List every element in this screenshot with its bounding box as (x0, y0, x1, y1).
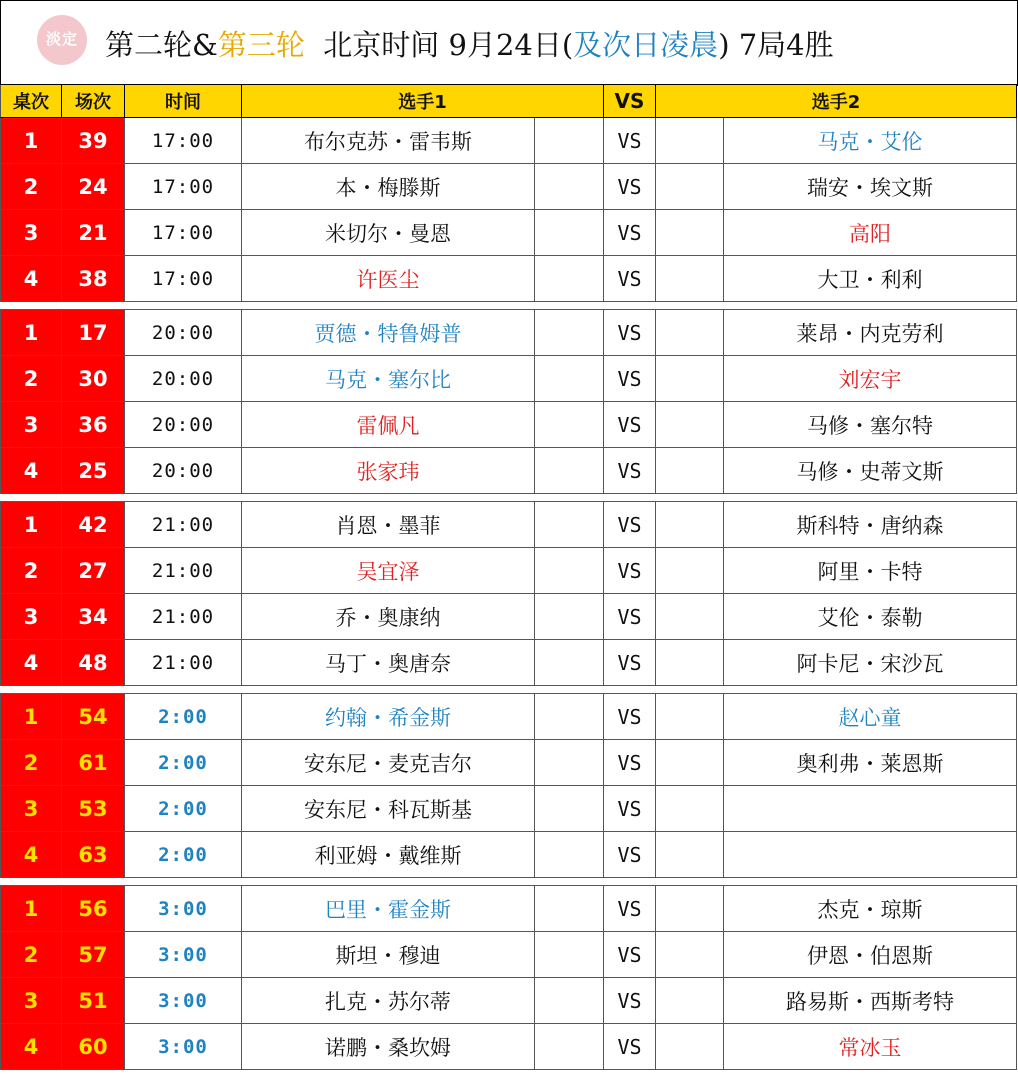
header-vs: VS (604, 85, 656, 118)
player1-cell: 张家玮 (242, 448, 535, 494)
match-cell: 36 (62, 402, 125, 448)
player2-cell: 路易斯・西斯考特 (724, 978, 1017, 1024)
session-separator (0, 494, 1017, 502)
desk-cell: 4 (0, 640, 62, 686)
time-cell: 2:00 (125, 694, 242, 740)
player1-extra-cell (535, 694, 604, 740)
player2-cell: 莱昂・内克劳利 (724, 310, 1017, 356)
session-separator (0, 878, 1017, 886)
header-time: 时间 (125, 85, 242, 118)
time-cell: 21:00 (125, 502, 242, 548)
vs-cell: VS (604, 786, 656, 832)
player2-extra-cell (656, 832, 724, 878)
player1-cell: 马克・塞尔比 (242, 356, 535, 402)
player2-extra-cell (656, 786, 724, 832)
table-row (0, 740, 1017, 786)
player2-cell: 刘宏宇 (724, 356, 1017, 402)
vs-cell: VS (604, 502, 656, 548)
player2-extra-cell (656, 210, 724, 256)
desk-cell: 2 (0, 932, 62, 978)
player1-extra-cell (535, 786, 604, 832)
header-desk: 桌次 (0, 85, 62, 118)
player1-extra-cell (535, 310, 604, 356)
desk-cell: 2 (0, 356, 62, 402)
table-row (0, 256, 1017, 302)
player1-extra-cell (535, 832, 604, 878)
title-part-round2: 第二轮& (105, 28, 218, 62)
vs-cell: VS (604, 740, 656, 786)
player1-extra-cell (535, 256, 604, 302)
time-cell: 17:00 (125, 256, 242, 302)
player2-extra-cell (656, 978, 724, 1024)
desk-cell: 2 (0, 548, 62, 594)
player2-extra-cell (656, 310, 724, 356)
match-cell: 21 (62, 210, 125, 256)
table-row (0, 640, 1017, 686)
vs-cell: VS (604, 164, 656, 210)
table-row (0, 978, 1017, 1024)
player1-cell: 乔・奥康纳 (242, 594, 535, 640)
vs-cell: VS (604, 402, 656, 448)
table-row (0, 548, 1017, 594)
time-cell: 20:00 (125, 402, 242, 448)
player2-cell: 阿里・卡特 (724, 548, 1017, 594)
vs-cell: VS (604, 694, 656, 740)
match-cell: 63 (62, 832, 125, 878)
time-cell: 20:00 (125, 310, 242, 356)
player1-cell: 安东尼・科瓦斯基 (242, 786, 535, 832)
match-cell: 57 (62, 932, 125, 978)
table-row (0, 210, 1017, 256)
table-row (0, 402, 1017, 448)
player1-extra-cell (535, 210, 604, 256)
match-cell: 42 (62, 502, 125, 548)
match-cell: 61 (62, 740, 125, 786)
player2-extra-cell (656, 402, 724, 448)
time-cell: 2:00 (125, 786, 242, 832)
player1-cell: 扎克・苏尔蒂 (242, 978, 535, 1024)
desk-cell: 4 (0, 1024, 62, 1070)
title-part-next-morning: 及次日凌晨 (573, 28, 719, 62)
logo-text: 淡定 (45, 30, 78, 48)
desk-cell: 1 (0, 118, 62, 164)
time-cell: 17:00 (125, 118, 242, 164)
time-cell: 17:00 (125, 210, 242, 256)
player2-cell: 马修・塞尔特 (724, 402, 1017, 448)
vs-cell: VS (604, 356, 656, 402)
player2-extra-cell (656, 118, 724, 164)
player1-extra-cell (535, 886, 604, 932)
player1-cell: 安东尼・麦克吉尔 (242, 740, 535, 786)
table-row (0, 164, 1017, 210)
vs-cell: VS (604, 210, 656, 256)
player1-cell: 贾德・特鲁姆普 (242, 310, 535, 356)
player1-extra-cell (535, 640, 604, 686)
desk-cell: 3 (0, 978, 62, 1024)
table-row (0, 118, 1017, 164)
table-row (0, 1024, 1017, 1070)
vs-cell: VS (604, 978, 656, 1024)
player1-cell: 利亚姆・戴维斯 (242, 832, 535, 878)
player2-cell: 赵心童 (724, 694, 1017, 740)
player2-cell: 艾伦・泰勒 (724, 594, 1017, 640)
player2-extra-cell (656, 164, 724, 210)
header-player1: 选手1 (242, 85, 604, 118)
time-cell: 3:00 (125, 886, 242, 932)
title-part-beijing-time: 北京时间 9月24日( (304, 28, 574, 62)
title-part-format: ) 7局4胜 (718, 28, 834, 62)
desk-cell: 1 (0, 886, 62, 932)
player1-extra-cell (535, 118, 604, 164)
player2-cell: 常冰玉 (724, 1024, 1017, 1070)
player1-extra-cell (535, 448, 604, 494)
time-cell: 20:00 (125, 448, 242, 494)
desk-cell: 3 (0, 786, 62, 832)
vs-cell: VS (604, 932, 656, 978)
match-cell: 54 (62, 694, 125, 740)
vs-cell: VS (604, 832, 656, 878)
time-cell: 3:00 (125, 978, 242, 1024)
player1-extra-cell (535, 402, 604, 448)
desk-cell: 2 (0, 164, 62, 210)
desk-cell: 1 (0, 694, 62, 740)
player1-extra-cell (535, 1024, 604, 1070)
player1-cell: 许医尘 (242, 256, 535, 302)
table-row (0, 886, 1017, 932)
player2-cell (724, 786, 1017, 832)
player2-cell: 瑞安・埃文斯 (724, 164, 1017, 210)
time-cell: 21:00 (125, 548, 242, 594)
time-cell: 3:00 (125, 1024, 242, 1070)
player1-cell: 巴里・霍金斯 (242, 886, 535, 932)
player1-extra-cell (535, 740, 604, 786)
vs-cell: VS (604, 594, 656, 640)
match-cell: 30 (62, 356, 125, 402)
time-cell: 21:00 (125, 594, 242, 640)
vs-cell: VS (604, 256, 656, 302)
table-row (0, 932, 1017, 978)
time-cell: 21:00 (125, 640, 242, 686)
page-title (105, 23, 834, 64)
player2-extra-cell (656, 594, 724, 640)
vs-cell: VS (604, 310, 656, 356)
player2-cell: 杰克・琼斯 (724, 886, 1017, 932)
match-cell: 27 (62, 548, 125, 594)
player1-extra-cell (535, 502, 604, 548)
player2-extra-cell (656, 356, 724, 402)
time-cell: 17:00 (125, 164, 242, 210)
player1-cell: 马丁・奥唐奈 (242, 640, 535, 686)
table-row (0, 786, 1017, 832)
match-cell: 34 (62, 594, 125, 640)
player1-cell: 布尔克苏・雷韦斯 (242, 118, 535, 164)
player1-extra-cell (535, 932, 604, 978)
vs-cell: VS (604, 1024, 656, 1070)
match-cell: 25 (62, 448, 125, 494)
time-cell: 2:00 (125, 832, 242, 878)
player2-extra-cell (656, 256, 724, 302)
match-cell: 53 (62, 786, 125, 832)
match-cell: 60 (62, 1024, 125, 1070)
desk-cell: 1 (0, 310, 62, 356)
match-cell: 39 (62, 118, 125, 164)
player2-cell: 马克・艾伦 (724, 118, 1017, 164)
table-row (0, 502, 1017, 548)
vs-cell: VS (604, 548, 656, 594)
table-row (0, 832, 1017, 878)
player2-extra-cell (656, 932, 724, 978)
match-cell: 17 (62, 310, 125, 356)
time-cell: 2:00 (125, 740, 242, 786)
player2-extra-cell (656, 886, 724, 932)
player2-extra-cell (656, 502, 724, 548)
vs-cell: VS (604, 886, 656, 932)
player1-cell: 吴宜泽 (242, 548, 535, 594)
desk-cell: 3 (0, 402, 62, 448)
player1-cell: 约翰・希金斯 (242, 694, 535, 740)
player2-extra-cell (656, 548, 724, 594)
player2-extra-cell (656, 694, 724, 740)
player2-cell: 伊恩・伯恩斯 (724, 932, 1017, 978)
logo (37, 15, 87, 65)
player2-cell (724, 832, 1017, 878)
player1-extra-cell (535, 548, 604, 594)
vs-cell: VS (604, 448, 656, 494)
header-player2: 选手2 (656, 85, 1017, 118)
header-match: 场次 (62, 85, 125, 118)
player2-cell: 斯科特・唐纳森 (724, 502, 1017, 548)
player1-cell: 本・梅滕斯 (242, 164, 535, 210)
desk-cell: 3 (0, 594, 62, 640)
table-row (0, 694, 1017, 740)
table-row (0, 310, 1017, 356)
player2-cell: 奥利弗・莱恩斯 (724, 740, 1017, 786)
player2-extra-cell (656, 640, 724, 686)
match-cell: 38 (62, 256, 125, 302)
player1-extra-cell (535, 356, 604, 402)
desk-cell: 3 (0, 210, 62, 256)
match-cell: 24 (62, 164, 125, 210)
session-separator (0, 302, 1017, 310)
player1-extra-cell (535, 978, 604, 1024)
desk-cell: 4 (0, 832, 62, 878)
match-cell: 56 (62, 886, 125, 932)
player2-extra-cell (656, 740, 724, 786)
player1-extra-cell (535, 594, 604, 640)
player2-cell: 高阳 (724, 210, 1017, 256)
time-cell: 20:00 (125, 356, 242, 402)
table-row (0, 356, 1017, 402)
title-bar (0, 0, 1018, 86)
session-separator (0, 686, 1017, 694)
player1-cell: 雷佩凡 (242, 402, 535, 448)
player2-cell: 大卫・利利 (724, 256, 1017, 302)
match-cell: 51 (62, 978, 125, 1024)
player1-cell: 诺鹏・桑坎姆 (242, 1024, 535, 1070)
player1-cell: 米切尔・曼恩 (242, 210, 535, 256)
desk-cell: 1 (0, 502, 62, 548)
player2-cell: 马修・史蒂文斯 (724, 448, 1017, 494)
player1-cell: 斯坦・穆迪 (242, 932, 535, 978)
player1-cell: 肖恩・墨菲 (242, 502, 535, 548)
desk-cell: 4 (0, 256, 62, 302)
vs-cell: VS (604, 640, 656, 686)
time-cell: 3:00 (125, 932, 242, 978)
table-row (0, 448, 1017, 494)
desk-cell: 2 (0, 740, 62, 786)
player2-extra-cell (656, 448, 724, 494)
player2-extra-cell (656, 1024, 724, 1070)
desk-cell: 4 (0, 448, 62, 494)
title-part-round3: 第三轮 (217, 28, 305, 62)
match-cell: 48 (62, 640, 125, 686)
table-header (0, 85, 1017, 118)
table-row (0, 594, 1017, 640)
vs-cell: VS (604, 118, 656, 164)
player1-extra-cell (535, 164, 604, 210)
player2-cell: 阿卡尼・宋沙瓦 (724, 640, 1017, 686)
